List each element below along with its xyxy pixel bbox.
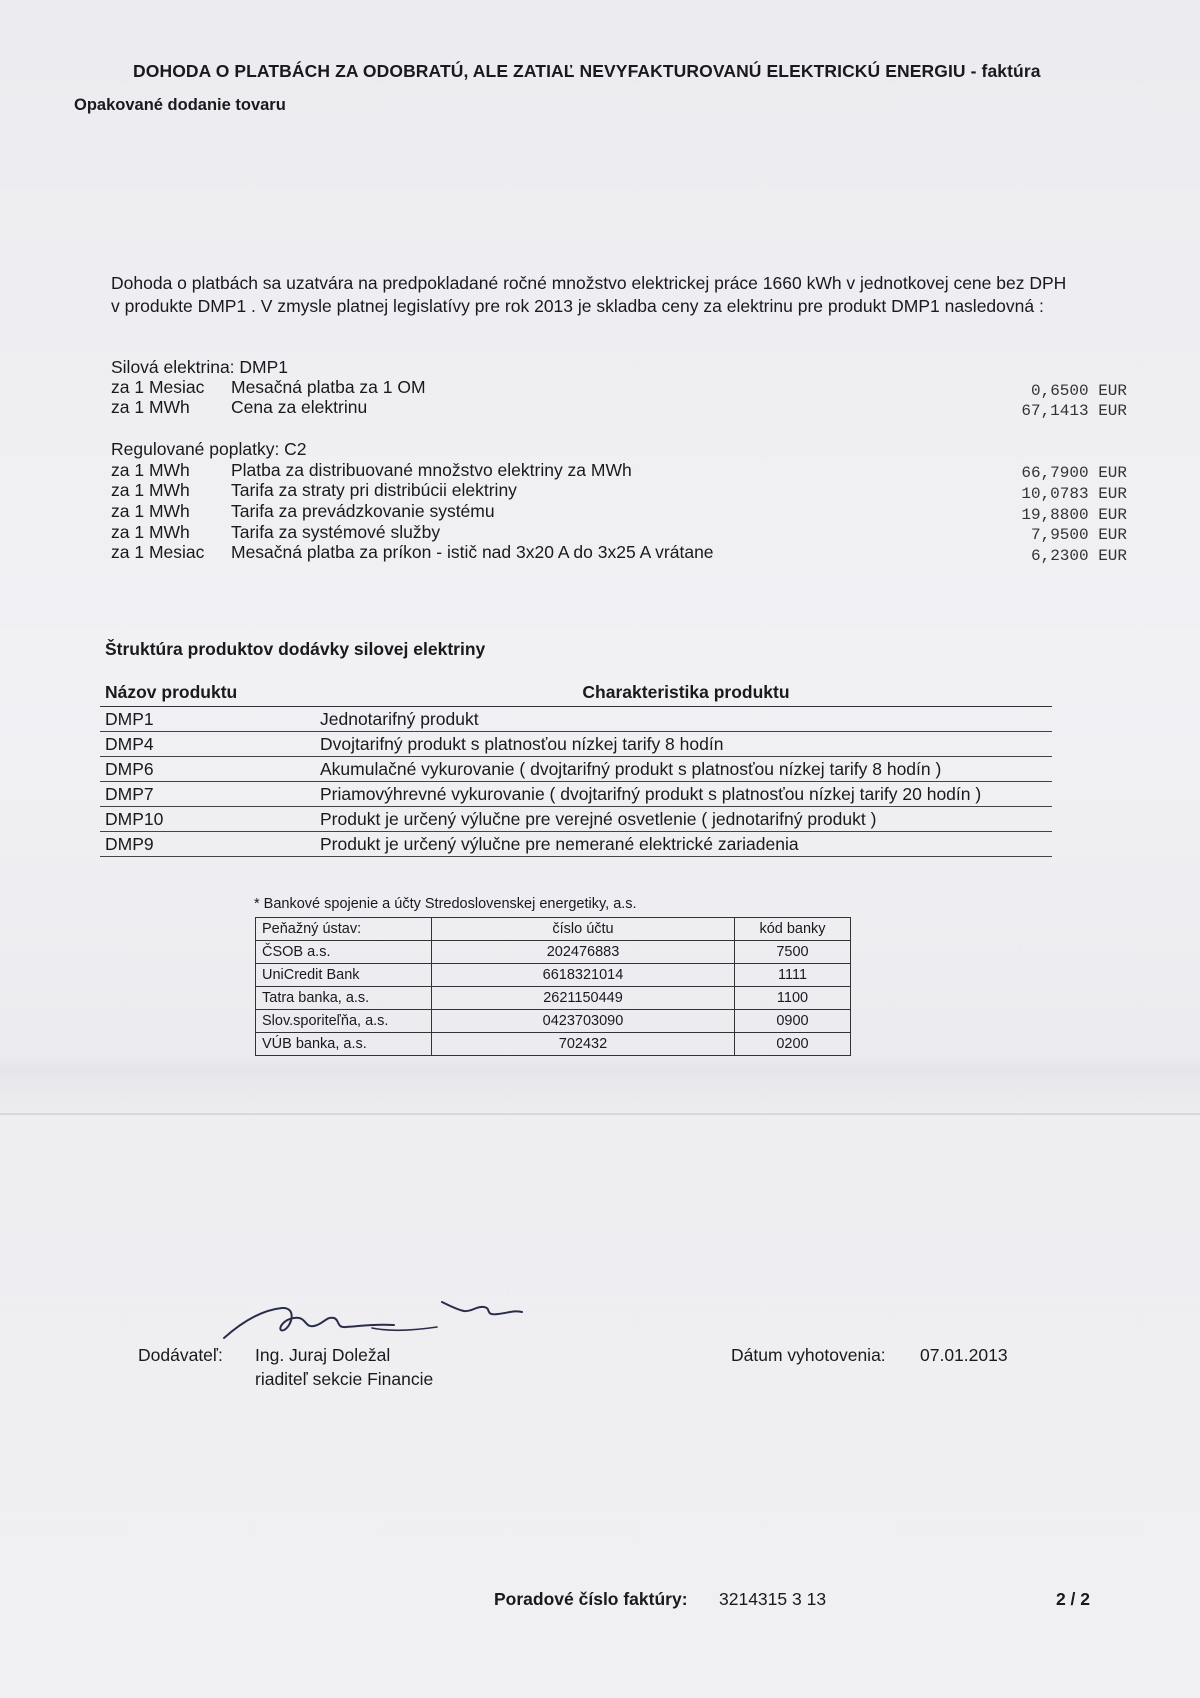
silova-heading: Silová elektrina: DMP1 [111,357,289,377]
bank-name: Slov.sporiteľňa, a.s. [256,1010,432,1033]
product-char: Jednotarifný produkt [315,707,1052,732]
invoice-number: 3214315 3 13 [719,1589,827,1609]
silova-unit: za 1 MWh [111,397,190,417]
table-row [100,782,1052,807]
paper-fold [0,1113,1200,1115]
signature [222,1280,532,1340]
table-row [100,807,1052,832]
bank-name: VÚB banka, a.s. [256,1033,432,1056]
regulovane-amount: 6,2300 EUR [1030,547,1127,565]
silova-unit: za 1 Mesiac [111,377,205,397]
regulovane-unit: za 1 MWh [111,480,190,500]
bank-note: * Bankové spojenie a účty Stredoslovenskej energetiky, a.s. [254,896,637,912]
silova-amount: 67,1413 EUR [1021,402,1127,420]
silova-desc: Cena za elektrinu [231,397,368,417]
bank-table [255,917,851,1056]
structure-title: Štruktúra produktov dodávky silovej elektriny [105,639,486,659]
silova-amount: 0,6500 EUR [1030,382,1127,400]
product-name: DMP6 [100,757,315,782]
intro-paragraph: Dohoda o platbách sa uzatvára na predpokladané ročné množstvo elektrickej práce 1660 kWh v jednotkovej cene bez DPH v produkte DMP1 . V zmysle platnej legislatívy pre rok 2013 je skladba ceny za elektrinu pre produkt DMP1 nasledovná : [111,273,1067,316]
regulovane-amount: 66,7900 EUR [1021,464,1127,482]
bank-code: 1100 [735,987,851,1010]
regulovane-unit: za 1 MWh [111,522,190,542]
table-row [256,1033,851,1056]
supplier-label: Dodávateľ: [138,1345,223,1365]
regulovane-amount: 10,0783 EUR [1021,485,1127,503]
regulovane-amount: 7,9500 EUR [1030,526,1127,544]
invoice-number-label: Poradové číslo faktúry: [494,1589,688,1609]
bank-col-account: číslo účtu [432,918,735,941]
bank-col-code: kód banky [735,918,851,941]
table-row [100,732,1052,757]
supplier-name: Ing. Juraj Doležal [255,1345,391,1365]
bank-code: 0200 [735,1033,851,1056]
supplier-role: riaditeľ sekcie Financie [255,1369,434,1389]
regulovane-desc: Platba za distribuované množstvo elektriny za MWh [231,460,632,480]
table-row [256,987,851,1010]
document-title: DOHODA O PLATBÁCH ZA ODOBRATÚ, ALE ZATIAĽ NEVYFAKTUROVANÚ ELEKTRICKÚ ENERGIU - faktúra [133,61,1041,81]
product-col-char: Charakteristika produktu [315,679,1052,707]
document-subtitle: Opakované dodanie tovaru [74,96,286,114]
regulovane-desc: Mesačná platba za príkon - istič nad 3x20 A do 3x25 A vrátane [231,542,714,562]
date-value: 07.01.2013 [920,1345,1008,1365]
product-char: Produkt je určený výlučne pre nemerané elektrické zariadenia [315,832,1052,857]
page-number: 2 / 2 [1055,1589,1090,1609]
bank-account: 6618321014 [432,964,735,987]
regulovane-amount: 19,8800 EUR [1021,506,1127,524]
regulovane-heading: Regulované poplatky: C2 [111,439,307,459]
table-row [256,1010,851,1033]
product-char: Dvojtarifný produkt s platnosťou nízkej tarify 8 hodín [315,732,1052,757]
product-char: Akumulačné vykurovanie ( dvojtarifný produkt s platnosťou nízkej tarify 8 hodín ) [315,757,1052,782]
regulovane-desc: Tarifa za straty pri distribúcii elektriny [231,480,517,500]
product-name: DMP7 [100,782,315,807]
regulovane-desc: Tarifa za prevádzkovanie systému [231,501,495,521]
table-row [100,832,1052,857]
bank-code: 1111 [735,964,851,987]
bank-col-name: Peňažný ústav: [256,918,432,941]
table-row [256,941,851,964]
bank-account: 202476883 [432,941,735,964]
bank-account: 702432 [432,1033,735,1056]
product-name: DMP10 [100,807,315,832]
table-row [256,964,851,987]
regulovane-unit: za 1 Mesiac [111,542,205,562]
product-table [100,679,1052,857]
product-name: DMP4 [100,732,315,757]
bank-code: 0900 [735,1010,851,1033]
regulovane-unit: za 1 MWh [111,460,190,480]
regulovane-unit: za 1 MWh [111,501,190,521]
table-row [100,757,1052,782]
product-name: DMP9 [100,832,315,857]
table-row [100,707,1052,732]
product-col-name: Názov produktu [100,679,315,707]
product-char: Produkt je určený výlučne pre verejné osvetlenie ( jednotarifný produkt ) [315,807,1052,832]
regulovane-desc: Tarifa za systémové služby [231,522,441,542]
bank-account: 2621150449 [432,987,735,1010]
date-label: Dátum vyhotovenia: [731,1345,886,1365]
product-name: DMP1 [100,707,315,732]
bank-name: ČSOB a.s. [256,941,432,964]
bank-name: UniCredit Bank [256,964,432,987]
silova-desc: Mesačná platba za 1 OM [231,377,426,397]
product-char: Priamovýhrevné vykurovanie ( dvojtarifný produkt s platnosťou nízkej tarify 20 hodín ) [315,782,1052,807]
bank-account: 0423703090 [432,1010,735,1033]
bank-code: 7500 [735,941,851,964]
bank-name: Tatra banka, a.s. [256,987,432,1010]
